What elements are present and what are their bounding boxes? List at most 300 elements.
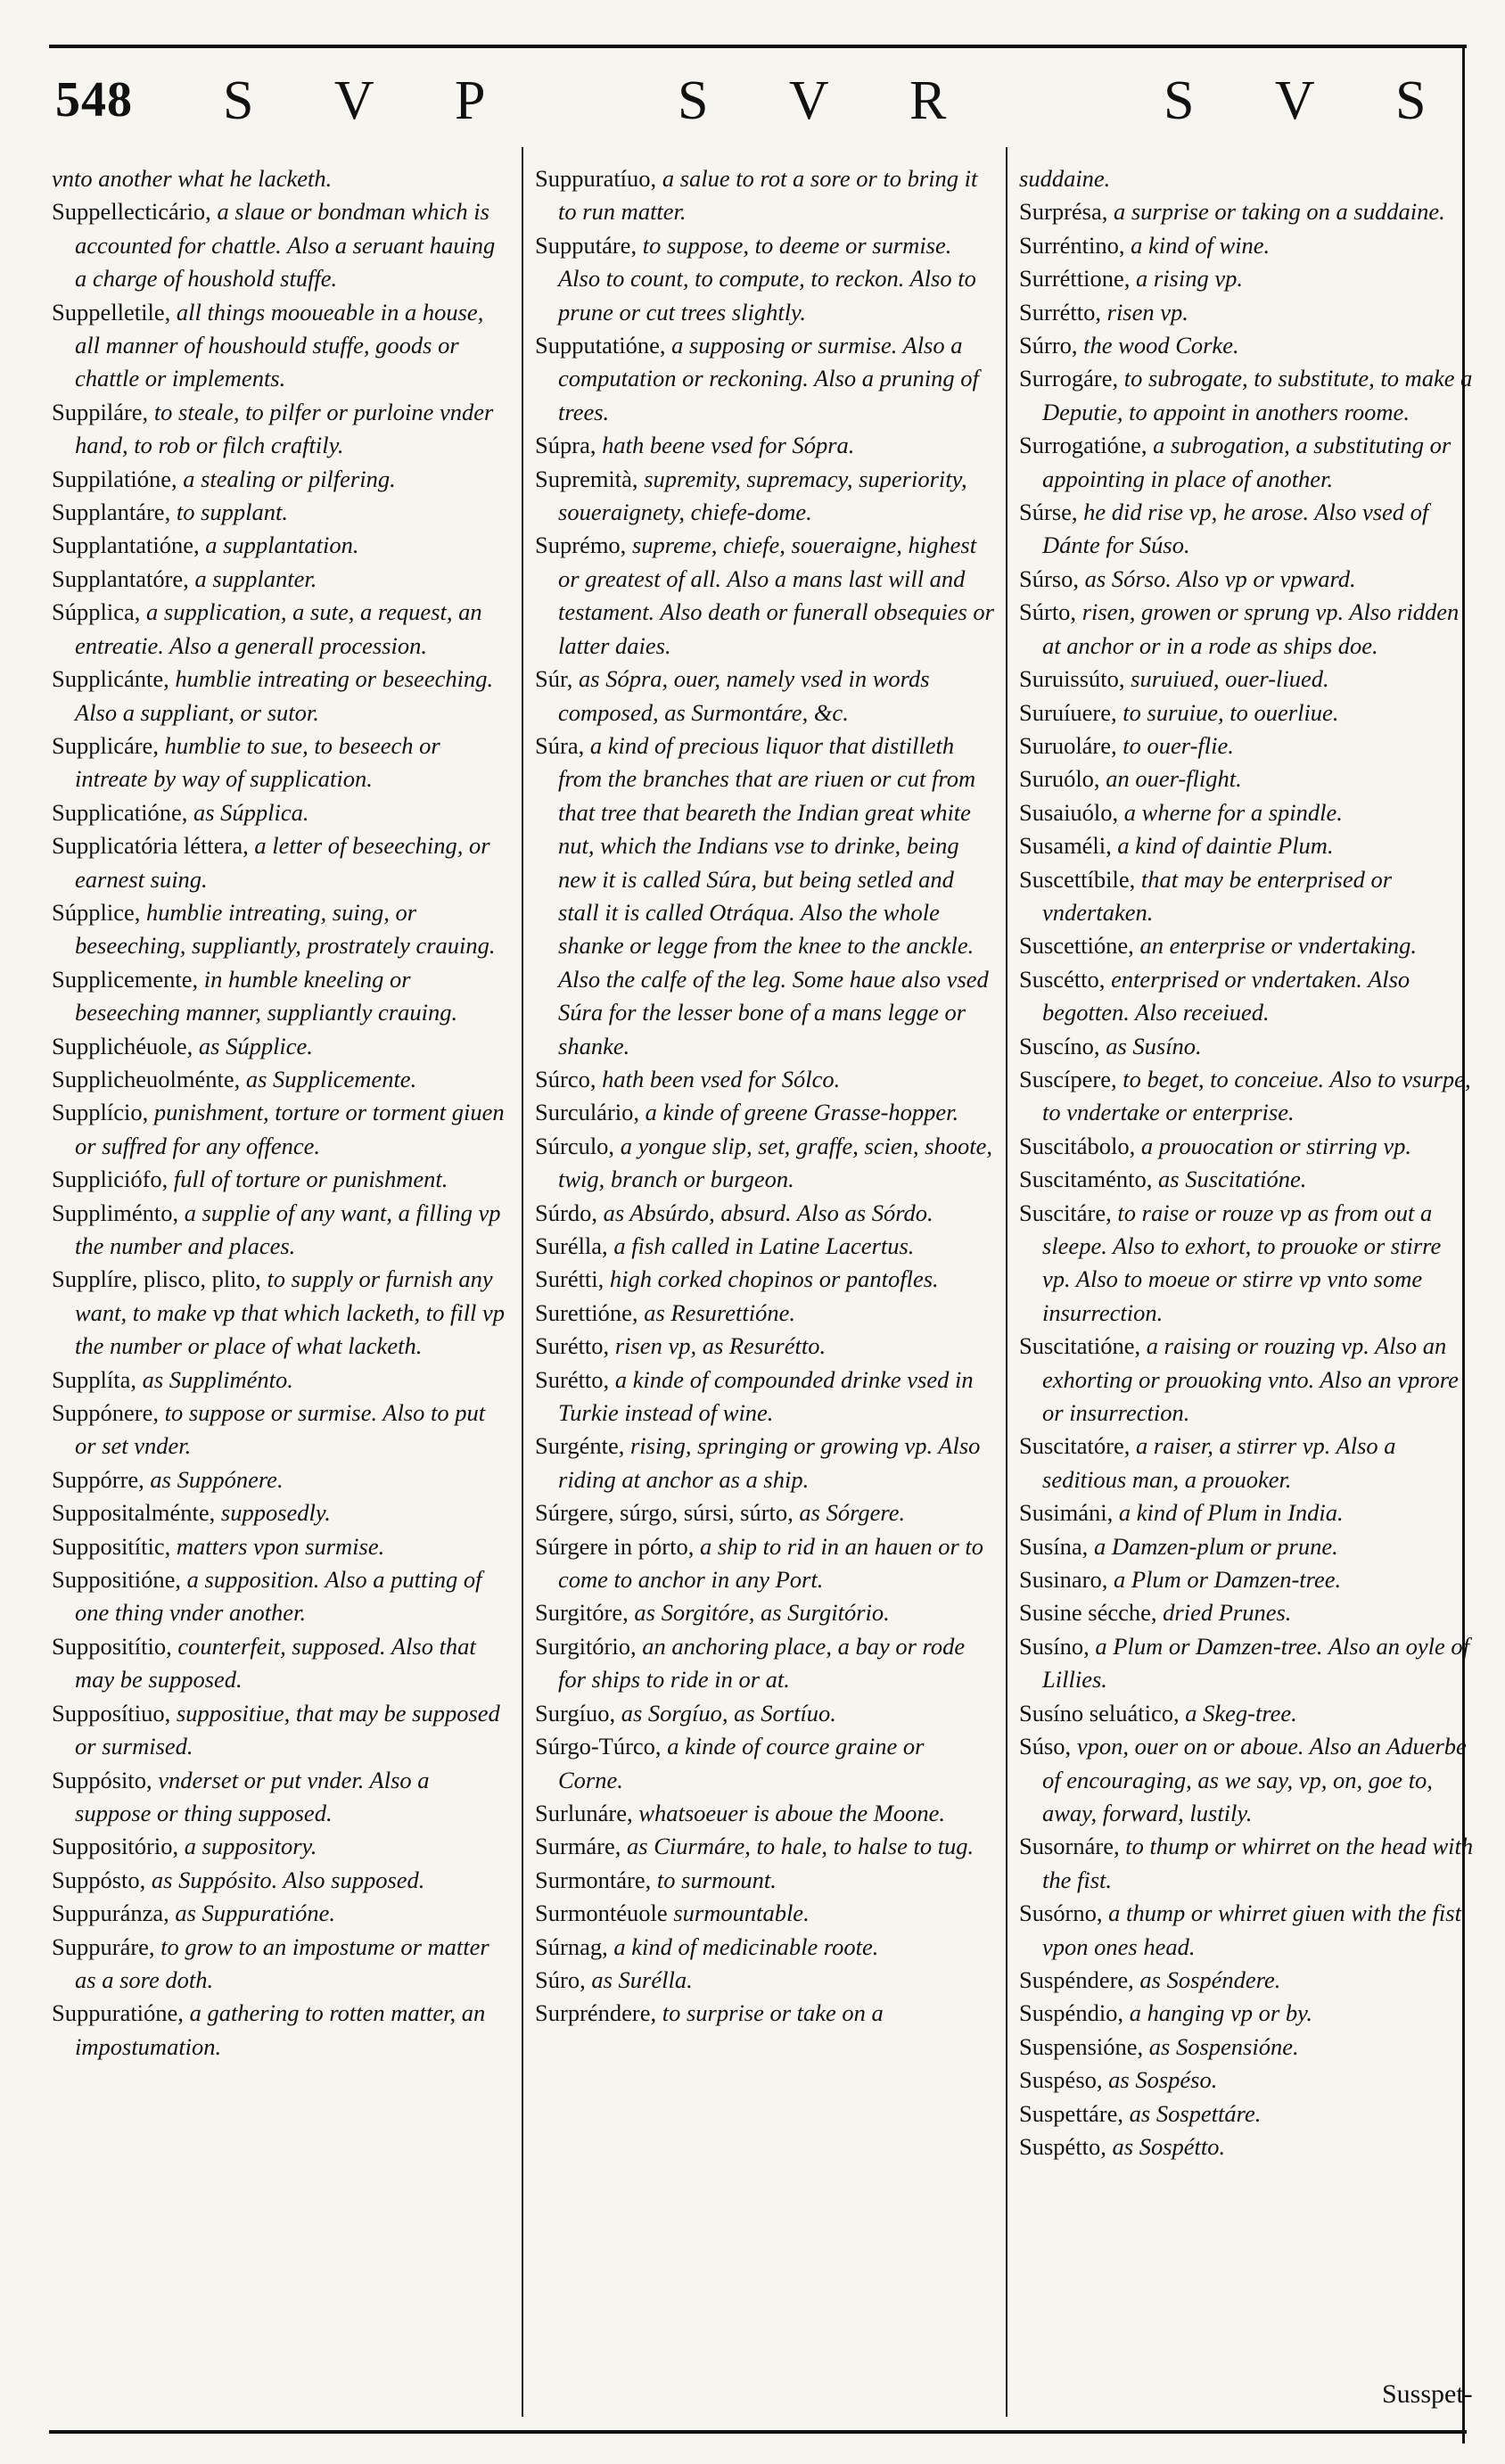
definition: a kinde of greene Grasse-hopper. xyxy=(645,1099,959,1126)
definition: to ouer-flie. xyxy=(1123,731,1234,759)
definition: humblie intreating or beseeching. Also a suppliant, or sutor. xyxy=(75,665,494,726)
dictionary-entry xyxy=(535,329,994,429)
top-rule xyxy=(49,45,1467,48)
headword: Susine sécche, xyxy=(1019,1599,1164,1627)
dictionary-entry xyxy=(52,1263,506,1363)
headword: Súrco, xyxy=(535,1065,603,1092)
definition: hath been vsed for Sólco. xyxy=(602,1065,841,1092)
definition: vnderset or put vnder. Also a suppose or thing supposed. xyxy=(75,1766,430,1826)
headword: Supplicheuolménte, xyxy=(52,1065,246,1092)
dictionary-entry xyxy=(1019,796,1474,829)
definition: as Absúrdo, absurd. Also as Sórdo. xyxy=(603,1199,933,1226)
definition: whatsoeuer is aboue the Moone. xyxy=(638,1799,945,1826)
dictionary-entry xyxy=(52,596,506,663)
definition: to grow to an impostume or matter as a sore doth. xyxy=(75,1932,489,1993)
headword: Suppliciófo, xyxy=(52,1166,174,1193)
definition: a raiser, a stirrer vp. Also a seditious man, a prouoker. xyxy=(1042,1432,1396,1493)
headword: Surmontáre, xyxy=(535,1866,657,1893)
dictionary-entry xyxy=(535,1530,994,1597)
definition: risen, growen or sprung vp. Also ridden at anchor or in a rode as ships doe. xyxy=(1042,598,1460,659)
dictionary-entry xyxy=(1019,729,1474,762)
headword: Supplicemente, xyxy=(52,965,204,993)
dictionary-entry xyxy=(1019,229,1474,262)
definition: to steale, to pilfer or purloine vnder hand, to rob or filch craftily. xyxy=(75,398,494,459)
dictionary-entry xyxy=(52,1630,506,1697)
column-2 xyxy=(535,162,994,2410)
headword: Supplichéuole, xyxy=(52,1032,199,1059)
headword: Suppositítio, xyxy=(52,1632,178,1660)
headword: Surgitório, xyxy=(535,1632,643,1660)
headword: Surettióne, xyxy=(535,1298,645,1326)
headword: Suspéso, xyxy=(1019,2066,1109,2094)
dictionary-entry xyxy=(535,663,994,729)
dictionary-entry xyxy=(52,1931,506,1998)
definition: suppositiue, that may be supposed or surmised. xyxy=(75,1699,500,1760)
definition: hath beene vsed for Sópra. xyxy=(602,432,855,459)
definition: to subrogate, to substitute, to make a Deputie, to appoint in anothers roome. xyxy=(1042,365,1473,425)
definition: a letter of beseeching, or earnest suing. xyxy=(75,832,490,893)
headword: Susína, xyxy=(1019,1532,1094,1560)
headword: Supplício, xyxy=(52,1099,154,1126)
headword: Suppositório, xyxy=(52,1833,185,1860)
definition: dried Prunes. xyxy=(1163,1599,1292,1627)
definition: a Plum or Damzen-tree. xyxy=(1114,1566,1342,1594)
dictionary-entry xyxy=(52,829,506,896)
definition: a hanging vp or by. xyxy=(1129,1999,1313,2027)
definition: high corked chopinos or pantofles. xyxy=(609,1265,939,1293)
headword: Suscípere, xyxy=(1019,1065,1123,1092)
definition: matters vpon surmise. xyxy=(176,1532,385,1560)
headword: Supplantatióne, xyxy=(52,532,206,559)
dictionary-entry xyxy=(52,496,506,529)
definition: as Suppónere. xyxy=(150,1465,284,1493)
headword: Surmáre, xyxy=(535,1833,628,1860)
dictionary-entry xyxy=(52,529,506,562)
definition: all things mooueable in a house, all manner of houshould stuffe, goods or chattle or implements. xyxy=(75,298,484,392)
definition: as Sorgitóre, as Surgitório. xyxy=(634,1599,890,1627)
definition: a thump or whirret giuen with the fist vpon ones head. xyxy=(1042,1900,1461,1960)
definition: a supposing or surmise. Also a computation or reckoning. Also a pruning of trees. xyxy=(558,332,979,425)
dictionary-entry xyxy=(52,195,506,295)
headword: Surculário, xyxy=(535,1099,646,1126)
headword: Suppuratíuo, xyxy=(535,165,662,192)
headword: Suppósito, xyxy=(52,1766,159,1793)
headword: Suscitatióne, xyxy=(1019,1332,1147,1360)
dictionary-entry xyxy=(1019,1997,1474,2030)
definition: a stealing or pilfering. xyxy=(183,465,396,492)
headword: Suscitábolo, xyxy=(1019,1132,1141,1159)
headword: Supputatióne, xyxy=(535,332,672,359)
definition: as Resurettióne. xyxy=(644,1298,795,1326)
definition: an enterprise or vndertaking. xyxy=(1139,932,1418,960)
dictionary-entry xyxy=(52,1697,506,1764)
dictionary-entry xyxy=(1019,1830,1474,1897)
definition: rising, springing or growing vp. Also riding at anchor as a ship. xyxy=(558,1432,981,1493)
definition: to surprise or take on a xyxy=(662,1999,884,2027)
dictionary-entry xyxy=(52,1096,506,1163)
headword: Suruissúto, xyxy=(1019,665,1131,693)
headword: Súrgere, súrgo, súrsi, súrto, xyxy=(535,1499,800,1527)
dictionary-entry xyxy=(535,1897,994,1930)
definition: a slaue or bondman which is accounted for chattle. Also a seruant hauing a charge of houshold stuffe. xyxy=(75,198,496,293)
dictionary-entry xyxy=(1019,1130,1474,1163)
dictionary-entry xyxy=(1019,2031,1474,2064)
dictionary-entry xyxy=(1019,329,1474,362)
dictionary-entry xyxy=(535,1197,994,1230)
dictionary-entry xyxy=(1019,963,1474,1030)
dictionary-entry xyxy=(535,1964,994,1997)
definition: a prouocation or stirring vp. xyxy=(1140,1132,1411,1159)
dictionary-entry xyxy=(52,1364,506,1397)
dictionary-entry xyxy=(535,1263,994,1296)
dictionary-entry xyxy=(535,429,994,462)
definition: risen vp. xyxy=(1106,298,1188,326)
dictionary-entry xyxy=(1019,1163,1474,1196)
headword: Suppónere, xyxy=(52,1399,165,1427)
dictionary-entry xyxy=(52,1530,506,1563)
definition: a ship to rid in an hauen or to come to anchor in any Port. xyxy=(558,1532,983,1594)
dictionary-entry xyxy=(535,1830,994,1863)
dictionary-entry xyxy=(1019,1897,1474,1964)
dictionary-entry xyxy=(1019,1964,1474,1997)
headword: Súpplice, xyxy=(52,898,146,926)
headword: Surgitóre, xyxy=(535,1599,635,1627)
headword: Suruoláre, xyxy=(1019,731,1123,759)
definition: a salue to rot a sore or to bring it to run matter. xyxy=(558,165,978,226)
dictionary-entry xyxy=(1019,496,1474,563)
headword: Suppuránza, xyxy=(52,1900,176,1927)
definition: he did rise vp, he arose. Also vsed of Dánte for Súso. xyxy=(1042,499,1429,559)
headword: Suscettíbile, xyxy=(1019,865,1141,893)
dictionary-entry xyxy=(1019,1730,1474,1830)
headword: Suppórre, xyxy=(52,1465,151,1493)
dictionary-entry xyxy=(535,1430,994,1496)
definition: supremity, supremacy, superiority, soueraignety, chiefe-dome. xyxy=(558,465,967,526)
dictionary-entry xyxy=(535,1330,994,1363)
definition: a Plum or Damzen-tree. Also an oyle of Lillies. xyxy=(1042,1632,1469,1693)
dictionary-entry xyxy=(535,1297,994,1330)
dictionary-entry xyxy=(1019,2130,1474,2163)
dictionary-entry xyxy=(1019,162,1474,195)
headword: Susinaro, xyxy=(1019,1566,1114,1594)
definition: to suruiue, to ouerliue. xyxy=(1123,698,1339,726)
headword: Supputáre, xyxy=(535,231,643,259)
dictionary-entry xyxy=(52,1563,506,1630)
dictionary-entry xyxy=(52,463,506,496)
dictionary-entry xyxy=(52,963,506,1030)
headword: Súro, xyxy=(535,1965,592,1993)
headword: Surmontéuole xyxy=(535,1900,674,1927)
headword: Súrgere in pórto, xyxy=(535,1532,700,1560)
definition: a fish called in Latine Lacertus. xyxy=(613,1232,915,1259)
headword: Supplicáre, xyxy=(52,731,165,759)
headword: Súrso, xyxy=(1019,564,1085,592)
definition: as Supplicemente. xyxy=(245,1065,417,1092)
definition: an ouer-flight. xyxy=(1106,765,1242,793)
headword: Surgíuo, xyxy=(535,1699,621,1726)
definition: as Súpplica. xyxy=(193,798,309,826)
headword: Súrnag, xyxy=(535,1932,614,1960)
headword: Susornáre, xyxy=(1019,1833,1126,1860)
dictionary-entry xyxy=(52,1897,506,1930)
definition: punishment, torture or torment giuen or suffred for any offence. xyxy=(75,1099,505,1159)
definition: a supplication, a sute, a request, an entreatie. Also a generall procession. xyxy=(75,598,482,659)
dictionary-entry xyxy=(1019,1496,1474,1529)
definition: as Sórgere. xyxy=(799,1499,906,1527)
headword: Surprésa, xyxy=(1019,198,1114,226)
dictionary-entry xyxy=(52,1030,506,1063)
definition: as Sospettáre. xyxy=(1129,2099,1262,2127)
definition: that may be enterprised or vndertaken. xyxy=(1042,865,1393,926)
headword: Supplíta, xyxy=(52,1365,143,1393)
headword: Supplíre, plisco, plito, xyxy=(52,1265,267,1293)
headword: Súrgo-Túrco, xyxy=(535,1733,668,1760)
dictionary-entry xyxy=(52,796,506,829)
definition: as Sorgíuo, as Sortíuo. xyxy=(621,1699,836,1726)
definition: a supposition. Also a putting of one thing vnder another. xyxy=(75,1566,482,1627)
definition: supreme, chiefe, soueraigne, highest or greatest of all. Also a mans last will and testament. Also death or funerall obsequies or latter daies. xyxy=(558,532,994,659)
running-header-center: S V R xyxy=(678,70,981,131)
headword: Súrse, xyxy=(1019,499,1084,526)
definition: a kind of precious liquor that distilleth from the branches that are riuen or cut from that tree that beareth the Indian great white nut, which the Indians vse to drinke, being new it is called Súra, but being setled and stall it is called Otráqua. Also the whole shanke or legge from the knee to the anckle. Also the calfe of the leg. Some haue also vsed Súra for the lesser bone of a mans legge or shanke. xyxy=(558,731,989,1059)
dictionary-entry xyxy=(1019,663,1474,696)
dictionary-entry xyxy=(1019,362,1474,429)
dictionary-entry xyxy=(52,729,506,796)
headword: Surétto, xyxy=(535,1332,615,1360)
dictionary-entry xyxy=(1019,1563,1474,1596)
definition: vnto another what he lacketh. xyxy=(52,165,333,192)
dictionary-entry xyxy=(535,1063,994,1096)
definition: as Suppuratióne. xyxy=(175,1900,335,1927)
dictionary-entry xyxy=(52,1163,506,1196)
definition: a rising vp. xyxy=(1136,265,1243,293)
headword: Súrculo, xyxy=(535,1132,621,1159)
definition: a kind of wine. xyxy=(1131,231,1271,259)
dictionary-entry xyxy=(535,1596,994,1629)
dictionary-entry xyxy=(535,729,994,1063)
headword: Suppositióne, xyxy=(52,1566,187,1594)
column-divider-1 xyxy=(522,147,523,2417)
headword: Suscétto, xyxy=(1019,965,1112,993)
definition: a gathering to rotten matter, an impostumation. xyxy=(75,1999,486,2060)
definition: as Ciurmáre, to hale, to halse to tug. xyxy=(627,1833,975,1860)
headword: Suppositític, xyxy=(52,1532,177,1560)
dictionary-entry xyxy=(1019,195,1474,228)
dictionary-entry xyxy=(535,1931,994,1964)
definition: as Sospétto. xyxy=(1112,2132,1226,2160)
dictionary-entry xyxy=(52,563,506,596)
dictionary-entry xyxy=(535,1730,994,1797)
dictionary-entry xyxy=(1019,1063,1474,1130)
headword: Supplicánte, xyxy=(52,665,176,693)
dictionary-entry xyxy=(535,1230,994,1263)
definition: to raise or rouze vp as from out a sleepe. Also to exhort, to prouoke or stirre vp. Also to moeue or stirre vp vnto some insurrection. xyxy=(1042,1199,1442,1326)
dictionary-entry xyxy=(535,1697,994,1730)
bottom-rule xyxy=(49,2430,1467,2434)
headword: Súrro, xyxy=(1019,332,1084,359)
catchword: Susspet- xyxy=(1382,2379,1473,2409)
dictionary-entry xyxy=(52,1864,506,1897)
headword: Susaiuólo, xyxy=(1019,798,1124,826)
headword: Surréttione, xyxy=(1019,265,1136,293)
definition: surmountable. xyxy=(673,1900,810,1927)
column-divider-2 xyxy=(1006,147,1007,2417)
dictionary-entry xyxy=(535,1130,994,1197)
running-header-left: S V P xyxy=(223,70,520,131)
definition: a Skeg-tree. xyxy=(1185,1699,1297,1726)
definition: to supplant. xyxy=(176,499,288,526)
headword: Susíno seluático, xyxy=(1019,1699,1186,1726)
dictionary-entry xyxy=(1019,2097,1474,2130)
headword: Surlunáre, xyxy=(535,1799,639,1826)
definition: a raising or rouzing vp. Also an exhorting or prouoking vnto. Also an vprore or insurrection. xyxy=(1042,1332,1459,1427)
headword: Suscettióne, xyxy=(1019,932,1140,960)
headword: Súr, xyxy=(535,665,580,693)
dictionary-entry xyxy=(52,396,506,463)
headword: Súra, xyxy=(535,731,590,759)
dictionary-entry xyxy=(535,1797,994,1830)
dictionary-entry xyxy=(1019,563,1474,596)
definition: to surmount. xyxy=(656,1866,777,1893)
definition: a kind of daintie Plum. xyxy=(1117,832,1334,860)
definition: as Suppliménto. xyxy=(142,1365,293,1393)
headword: Suscíno, xyxy=(1019,1032,1106,1059)
headword: Súpra, xyxy=(535,432,603,459)
dictionary-entry xyxy=(52,296,506,396)
definition: suddaine. xyxy=(1019,165,1111,192)
definition: enterprised or vndertaken. Also begotten. Also receiued. xyxy=(1042,965,1410,1026)
headword: Supplantatóre, xyxy=(52,564,195,592)
definition: in humble kneeling or beseeching manner, suppliantly crauing. xyxy=(75,965,458,1026)
definition: as Susíno. xyxy=(1106,1032,1202,1059)
dictionary-entry xyxy=(1019,929,1474,962)
headword: Suspéndere, xyxy=(1019,1965,1140,1993)
definition: a kinde of compounded drinke vsed in Turkie instead of wine. xyxy=(558,1365,974,1427)
dictionary-entry xyxy=(1019,696,1474,729)
dictionary-entry xyxy=(52,1197,506,1264)
headword: Susaméli, xyxy=(1019,832,1118,860)
dictionary-entry xyxy=(1019,1596,1474,1629)
definition: a kind of Plum in India. xyxy=(1118,1499,1344,1527)
headword: Súso, xyxy=(1019,1733,1077,1760)
headword: Susíno, xyxy=(1019,1632,1096,1660)
dictionary-entry xyxy=(535,1997,994,2030)
definition: a kind of medicinable roote. xyxy=(613,1932,879,1960)
headword: Supplicatióne, xyxy=(52,798,193,826)
dictionary-entry xyxy=(52,1764,506,1831)
definition: as Sórso. Also vp or vpward. xyxy=(1084,564,1356,592)
headword: Surrogáre, xyxy=(1019,365,1124,392)
headword: Surgénte, xyxy=(535,1432,630,1460)
headword: Supplicatória léttera, xyxy=(52,832,255,860)
definition: a supplanter. xyxy=(194,564,317,592)
page-number: 548 xyxy=(55,72,133,128)
dictionary-entry xyxy=(535,1630,994,1697)
dictionary-entry xyxy=(1019,762,1474,795)
dictionary-entry xyxy=(1019,429,1474,496)
definition: as Surélla. xyxy=(591,1965,693,1993)
definition: to suppose, to deeme or surmise. Also to count, to compute, to reckon. Also to prune or cut trees slightly. xyxy=(558,231,976,326)
dictionary-entry xyxy=(52,1496,506,1529)
dictionary-entry xyxy=(52,1463,506,1496)
definition: to supply or furnish any want, to make vp that which lacketh, to fill vp the number or place of what lacketh. xyxy=(75,1265,506,1360)
dictionary-entry xyxy=(52,663,506,729)
definition: a Damzen-plum or prune. xyxy=(1093,1532,1338,1560)
headword: Suspettáre, xyxy=(1019,2099,1130,2127)
dictionary-entry xyxy=(535,229,994,329)
headword: Supplantáre, xyxy=(52,499,177,526)
definition: humblie to sue, to beseech or intreate by way of supplication. xyxy=(75,731,440,793)
headword: Suppiláre, xyxy=(52,398,154,425)
definition: as Sospéso. xyxy=(1108,2066,1218,2094)
definition: as Suppósito. Also supposed. xyxy=(151,1866,425,1893)
headword: Suppuratióne, xyxy=(52,1999,190,2027)
definition: the wood Corke. xyxy=(1083,332,1239,359)
dictionary-entry xyxy=(535,529,994,663)
headword: Surrogatióne, xyxy=(1019,432,1154,459)
headword: Surétti, xyxy=(535,1265,610,1293)
dictionary-entry xyxy=(52,1997,506,2064)
definition: a suppository. xyxy=(184,1833,317,1860)
dictionary-entry xyxy=(1019,1197,1474,1331)
dictionary-entry xyxy=(52,896,506,963)
dictionary-entry xyxy=(52,1397,506,1463)
definition: a yongue slip, set, graffe, scien, shoote, twig, branch or burgeon. xyxy=(558,1132,992,1193)
dictionary-entry xyxy=(1019,1530,1474,1563)
headword: Suruólo, xyxy=(1019,765,1106,793)
definition: suruiued, ouer-liued. xyxy=(1131,665,1329,693)
headword: Surrétto, xyxy=(1019,298,1107,326)
dictionary-entry xyxy=(52,1063,506,1096)
headword: Susórno, xyxy=(1019,1900,1109,1927)
dictionary-entry xyxy=(1019,596,1474,663)
headword: Supremità, xyxy=(535,465,645,492)
headword: Susimáni, xyxy=(1019,1499,1119,1527)
dictionary-entry xyxy=(1019,1030,1474,1063)
definition: as Sópra, ouer, namely vsed in words composed, as Surmontáre, &c. xyxy=(558,665,930,726)
definition: to suppose or surmise. Also to put or set vnder. xyxy=(75,1399,486,1460)
definition: counterfeit, supposed. Also that may be supposed. xyxy=(75,1632,476,1693)
dictionary-entry xyxy=(535,463,994,530)
headword: Suspensióne, xyxy=(1019,2032,1149,2060)
dictionary-entry xyxy=(1019,1630,1474,1697)
headword: Suscitáre, xyxy=(1019,1199,1118,1226)
dictionary-entry xyxy=(535,1096,994,1129)
dictionary-entry xyxy=(535,162,994,229)
definition: a subrogation, a substituting or appointing in place of another. xyxy=(1042,432,1452,492)
headword: Suprémo, xyxy=(535,532,632,559)
headword: Súrdo, xyxy=(535,1199,604,1226)
definition: as Suscitatióne. xyxy=(1158,1166,1307,1193)
headword: Suppliménto, xyxy=(52,1199,185,1226)
headword: Suppellecticário, xyxy=(52,198,218,226)
headword: Supposítiuo, xyxy=(52,1699,177,1726)
headword: Suppuráre, xyxy=(52,1932,161,1960)
definition: to thump or whirret on the head with the fist. xyxy=(1042,1833,1474,1893)
dictionary-entry xyxy=(52,1830,506,1863)
definition: as Sospensióne. xyxy=(1148,2032,1299,2060)
headword: Surpréndere, xyxy=(535,1999,662,2027)
headword: Suruíuere, xyxy=(1019,698,1123,726)
definition: vpon, ouer on or aboue. Also an Aduerbe of encouraging, as we say, vp, on, goe to, away, forward, lustily. xyxy=(1042,1733,1467,1826)
headword: Surréntino, xyxy=(1019,231,1131,259)
definition: a supplantation. xyxy=(205,532,359,559)
headword: Suspétto, xyxy=(1019,2132,1113,2160)
dictionary-entry xyxy=(1019,1430,1474,1496)
dictionary-entry xyxy=(535,1496,994,1529)
headword: Suppositalménte, xyxy=(52,1499,221,1527)
dictionary-entry xyxy=(1019,296,1474,329)
